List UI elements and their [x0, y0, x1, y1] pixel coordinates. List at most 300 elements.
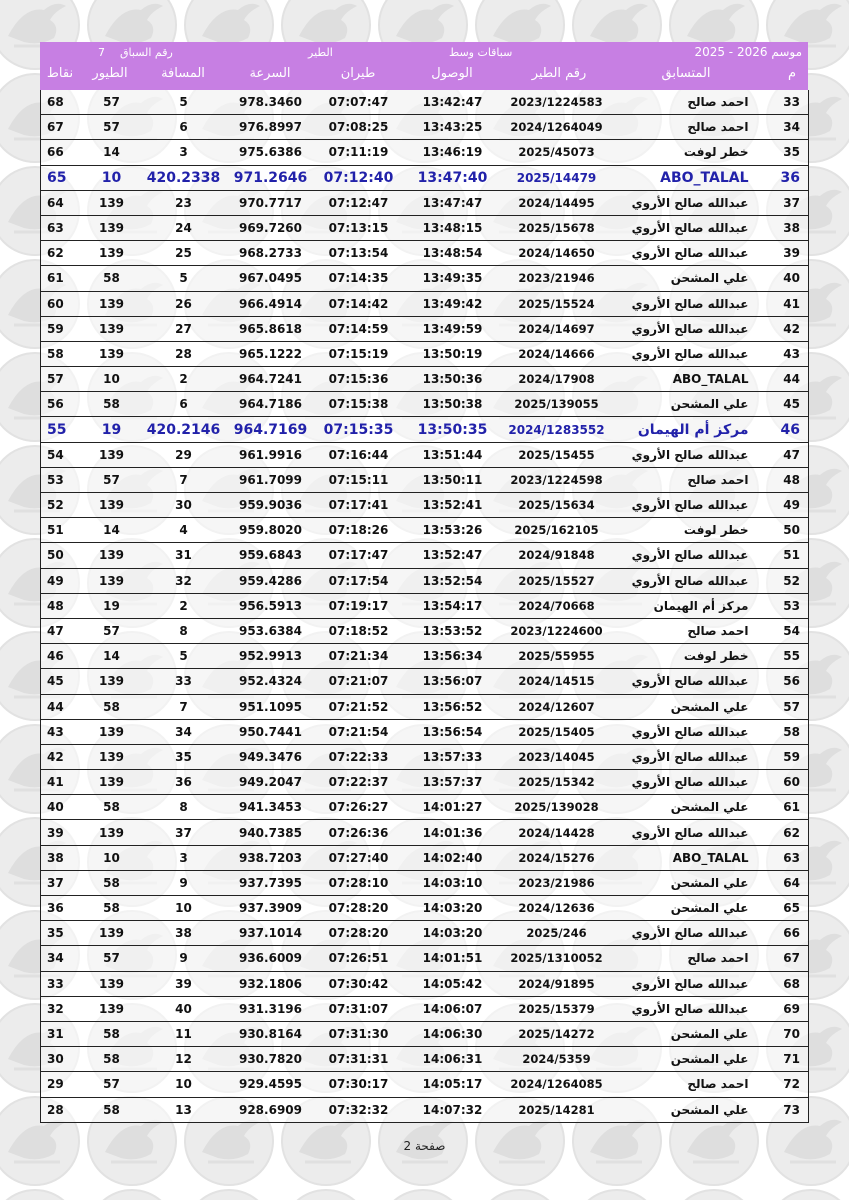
rank-cell: 71 — [763, 1047, 809, 1072]
rank-cell: 36 — [763, 165, 809, 190]
rider-name-cell: مركز أم الهيمان — [611, 593, 763, 618]
points-cell: 35 — [41, 921, 83, 946]
flight-time-cell: 07:15:11 — [315, 467, 403, 492]
birds-cell: 57 — [83, 618, 141, 643]
table-row — [41, 644, 809, 669]
rider-name-cell: ABO_TALAL — [611, 367, 763, 392]
distance-cell: 31 — [141, 543, 227, 568]
flight-time-cell: 07:12:40 — [315, 165, 403, 190]
birds-cell: 10 — [83, 165, 141, 190]
rider-name-cell: عبدالله صالح الأروي — [611, 971, 763, 996]
points-cell: 36 — [41, 896, 83, 921]
arrival-time-cell: 14:06:31 — [403, 1047, 503, 1072]
birds-cell: 57 — [83, 467, 141, 492]
birds-cell: 139 — [83, 190, 141, 215]
table-row — [41, 618, 809, 643]
birds-cell: 139 — [83, 442, 141, 467]
speed-cell: 952.4324 — [227, 669, 315, 694]
birds-cell: 14 — [83, 644, 141, 669]
ring-number-cell: 2025/14479 — [503, 165, 611, 190]
table-row — [41, 241, 809, 266]
ring-number-cell: 2025/15524 — [503, 291, 611, 316]
rank-cell: 38 — [763, 215, 809, 240]
rider-name-cell: علي المشحن — [611, 1021, 763, 1046]
watermark-logo — [378, 1189, 468, 1200]
flight-time-cell: 07:08:25 — [315, 115, 403, 140]
rank-cell: 52 — [763, 568, 809, 593]
ring-number-cell: 2023/1224600 — [503, 618, 611, 643]
flight-time-cell: 07:31:31 — [315, 1047, 403, 1072]
birds-cell: 19 — [83, 593, 141, 618]
points-cell: 68 — [41, 90, 83, 115]
arrival-time-cell: 14:06:30 — [403, 1021, 503, 1046]
rider-name-cell: علي المشحن — [611, 694, 763, 719]
flight-time-cell: 07:22:33 — [315, 744, 403, 769]
bird-label: الطير — [308, 46, 333, 59]
watermark-logo — [669, 1189, 759, 1200]
points-cell: 41 — [41, 770, 83, 795]
speed-cell: 937.1014 — [227, 921, 315, 946]
table-row — [41, 467, 809, 492]
points-cell: 61 — [41, 266, 83, 291]
rider-name-cell: عبدالله صالح الأروي — [611, 744, 763, 769]
speed-cell: 937.3909 — [227, 896, 315, 921]
speed-cell: 936.6009 — [227, 946, 315, 971]
ring-number-cell: 2024/14650 — [503, 241, 611, 266]
table-row — [41, 115, 809, 140]
flight-time-cell: 07:26:27 — [315, 795, 403, 820]
rider-name-cell: عبدالله صالح الأروي — [611, 190, 763, 215]
rider-name-cell: عبدالله صالح الأروي — [611, 996, 763, 1021]
speed-cell: 975.6386 — [227, 140, 315, 165]
col-distance: المسافة — [161, 66, 205, 81]
birds-cell: 58 — [83, 795, 141, 820]
rider-name-cell: عبدالله صالح الأروي — [611, 493, 763, 518]
flight-time-cell: 07:14:59 — [315, 316, 403, 341]
points-cell: 32 — [41, 996, 83, 1021]
table-row — [41, 1072, 809, 1097]
watermark-logo — [475, 1189, 565, 1200]
distance-cell: 27 — [141, 316, 227, 341]
flight-time-cell: 07:27:40 — [315, 845, 403, 870]
distance-cell: 3 — [141, 845, 227, 870]
points-cell: 44 — [41, 694, 83, 719]
points-cell: 31 — [41, 1021, 83, 1046]
table-row — [41, 593, 809, 618]
distance-cell: 37 — [141, 820, 227, 845]
distance-cell: 420.2146 — [141, 417, 227, 442]
rider-name-cell: علي المشحن — [611, 392, 763, 417]
distance-cell: 40 — [141, 996, 227, 1021]
flight-time-cell: 07:26:51 — [315, 946, 403, 971]
rank-cell: 56 — [763, 669, 809, 694]
points-cell: 52 — [41, 493, 83, 518]
arrival-time-cell: 13:48:15 — [403, 215, 503, 240]
points-cell: 53 — [41, 467, 83, 492]
rank-cell: 51 — [763, 543, 809, 568]
points-cell: 57 — [41, 367, 83, 392]
table-row — [41, 90, 809, 115]
birds-cell: 139 — [83, 971, 141, 996]
ring-number-cell: 2025/15527 — [503, 568, 611, 593]
speed-cell: 937.7395 — [227, 870, 315, 895]
ring-number-cell: 2025/1310052 — [503, 946, 611, 971]
ring-number-cell: 2024/5359 — [503, 1047, 611, 1072]
rank-cell: 53 — [763, 593, 809, 618]
ring-number-cell: 2024/1264049 — [503, 115, 611, 140]
flight-time-cell: 07:17:41 — [315, 493, 403, 518]
flight-time-cell: 07:21:52 — [315, 694, 403, 719]
rider-name-cell: علي المشحن — [611, 266, 763, 291]
distance-cell: 4 — [141, 518, 227, 543]
rider-name-cell: علي المشحن — [611, 870, 763, 895]
arrival-time-cell: 13:54:17 — [403, 593, 503, 618]
ring-number-cell: 2025/15405 — [503, 719, 611, 744]
arrival-time-cell: 13:49:42 — [403, 291, 503, 316]
ring-number-cell: 2025/162105 — [503, 518, 611, 543]
ring-number-cell: 2024/14697 — [503, 316, 611, 341]
ring-number-cell: 2025/139028 — [503, 795, 611, 820]
rank-cell: 66 — [763, 921, 809, 946]
distance-cell: 35 — [141, 744, 227, 769]
rank-cell: 59 — [763, 744, 809, 769]
speed-cell: 978.3460 — [227, 90, 315, 115]
arrival-time-cell: 13:53:52 — [403, 618, 503, 643]
arrival-time-cell: 14:03:20 — [403, 921, 503, 946]
speed-cell: 953.6384 — [227, 618, 315, 643]
speed-cell: 959.8020 — [227, 518, 315, 543]
results-table — [40, 90, 809, 1123]
flight-time-cell: 07:28:20 — [315, 921, 403, 946]
table-row — [41, 669, 809, 694]
arrival-time-cell: 13:43:25 — [403, 115, 503, 140]
ring-number-cell: 2024/12636 — [503, 896, 611, 921]
ring-number-cell: 2024/1283552 — [503, 417, 611, 442]
table-row — [41, 518, 809, 543]
table-row — [41, 971, 809, 996]
arrival-time-cell: 14:02:40 — [403, 845, 503, 870]
birds-cell: 139 — [83, 543, 141, 568]
birds-cell: 139 — [83, 215, 141, 240]
table-row — [41, 996, 809, 1021]
rider-name-cell: ABO_TALAL — [611, 845, 763, 870]
rider-name-cell: علي المشحن — [611, 1097, 763, 1122]
rank-cell: 68 — [763, 971, 809, 996]
points-cell: 30 — [41, 1047, 83, 1072]
distance-cell: 3 — [141, 140, 227, 165]
speed-cell: 966.4914 — [227, 291, 315, 316]
flight-time-cell: 07:21:34 — [315, 644, 403, 669]
distance-cell: 8 — [141, 618, 227, 643]
arrival-time-cell: 13:56:52 — [403, 694, 503, 719]
points-cell: 51 — [41, 518, 83, 543]
rider-name-cell: مركز أم الهيمان — [611, 417, 763, 442]
birds-cell: 57 — [83, 115, 141, 140]
points-cell: 54 — [41, 442, 83, 467]
ring-number-cell: 2024/14428 — [503, 820, 611, 845]
distance-cell: 28 — [141, 341, 227, 366]
flight-time-cell: 07:15:36 — [315, 367, 403, 392]
speed-cell: 965.1222 — [227, 341, 315, 366]
rank-cell: 60 — [763, 770, 809, 795]
distance-cell: 7 — [141, 694, 227, 719]
arrival-time-cell: 14:03:10 — [403, 870, 503, 895]
rank-cell: 37 — [763, 190, 809, 215]
table-row — [41, 795, 809, 820]
watermark-logo — [184, 1189, 274, 1200]
distance-cell: 6 — [141, 392, 227, 417]
ring-number-cell: 2024/70668 — [503, 593, 611, 618]
rank-cell: 67 — [763, 946, 809, 971]
rank-cell: 49 — [763, 493, 809, 518]
results-sheet — [40, 42, 808, 1123]
points-cell: 38 — [41, 845, 83, 870]
distance-cell: 7 — [141, 467, 227, 492]
distance-cell: 30 — [141, 493, 227, 518]
rider-name-cell: عبدالله صالح الأروي — [611, 669, 763, 694]
col-flight: طيران — [340, 66, 376, 81]
birds-cell: 58 — [83, 1047, 141, 1072]
arrival-time-cell: 14:05:17 — [403, 1072, 503, 1097]
distance-cell: 2 — [141, 593, 227, 618]
points-cell: 42 — [41, 744, 83, 769]
rider-name-cell: احمد صالح — [611, 90, 763, 115]
watermark-logo — [0, 1189, 80, 1200]
rider-name-cell: علي المشحن — [611, 896, 763, 921]
season-label: موسم — [771, 45, 802, 59]
birds-cell: 139 — [83, 568, 141, 593]
flight-time-cell: 07:17:54 — [315, 568, 403, 593]
arrival-time-cell: 13:52:47 — [403, 543, 503, 568]
ring-number-cell: 2024/91848 — [503, 543, 611, 568]
rank-cell: 58 — [763, 719, 809, 744]
distance-cell: 8 — [141, 795, 227, 820]
points-cell: 45 — [41, 669, 83, 694]
table-row — [41, 694, 809, 719]
birds-cell: 139 — [83, 241, 141, 266]
ring-number-cell: 2025/15379 — [503, 996, 611, 1021]
distance-cell: 2 — [141, 367, 227, 392]
birds-cell: 139 — [83, 744, 141, 769]
ring-number-cell: 2025/246 — [503, 921, 611, 946]
rider-name-cell: عبدالله صالح الأروي — [611, 543, 763, 568]
table-row — [41, 543, 809, 568]
rank-cell: 61 — [763, 795, 809, 820]
arrival-time-cell: 14:07:32 — [403, 1097, 503, 1122]
arrival-time-cell: 13:56:07 — [403, 669, 503, 694]
rank-cell: 42 — [763, 316, 809, 341]
ring-number-cell: 2025/15678 — [503, 215, 611, 240]
ring-number-cell: 2023/21986 — [503, 870, 611, 895]
rank-cell: 40 — [763, 266, 809, 291]
flight-time-cell: 07:32:32 — [315, 1097, 403, 1122]
arrival-time-cell: 13:56:34 — [403, 644, 503, 669]
points-cell: 64 — [41, 190, 83, 215]
rider-name-cell: ABO_TALAL — [611, 165, 763, 190]
table-row — [41, 367, 809, 392]
arrival-time-cell: 13:47:47 — [403, 190, 503, 215]
ring-number-cell: 2024/12607 — [503, 694, 611, 719]
distance-cell: 25 — [141, 241, 227, 266]
arrival-time-cell: 13:49:35 — [403, 266, 503, 291]
points-cell: 40 — [41, 795, 83, 820]
arrival-time-cell: 13:52:54 — [403, 568, 503, 593]
page-footer — [0, 1139, 849, 1153]
rank-cell: 62 — [763, 820, 809, 845]
speed-cell: 964.7241 — [227, 367, 315, 392]
ring-number-cell: 2023/1224598 — [503, 467, 611, 492]
points-cell: 49 — [41, 568, 83, 593]
rank-cell: 33 — [763, 90, 809, 115]
birds-cell: 139 — [83, 719, 141, 744]
arrival-time-cell: 13:50:36 — [403, 367, 503, 392]
flight-time-cell: 07:26:36 — [315, 820, 403, 845]
page-number: صفحة 2 — [403, 1139, 446, 1153]
flight-time-cell: 07:13:15 — [315, 215, 403, 240]
distance-cell: 420.2338 — [141, 165, 227, 190]
ring-number-cell: 2024/1264085 — [503, 1072, 611, 1097]
table-row — [41, 442, 809, 467]
arrival-time-cell: 14:01:51 — [403, 946, 503, 971]
birds-cell: 10 — [83, 367, 141, 392]
rank-cell: 41 — [763, 291, 809, 316]
table-row — [41, 266, 809, 291]
arrival-time-cell: 13:57:33 — [403, 744, 503, 769]
arrival-time-cell: 13:50:38 — [403, 392, 503, 417]
table-row — [41, 845, 809, 870]
race-type: سباقات وسط — [449, 46, 513, 59]
rank-cell: 57 — [763, 694, 809, 719]
flight-time-cell: 07:18:52 — [315, 618, 403, 643]
rider-name-cell: عبدالله صالح الأروي — [611, 316, 763, 341]
table-row — [41, 165, 809, 190]
speed-cell: 965.8618 — [227, 316, 315, 341]
distance-cell: 36 — [141, 770, 227, 795]
rank-cell: 46 — [763, 417, 809, 442]
col-points: نقاط — [46, 66, 74, 81]
table-row — [41, 1097, 809, 1122]
distance-cell: 23 — [141, 190, 227, 215]
speed-cell: 930.8164 — [227, 1021, 315, 1046]
speed-cell: 941.3453 — [227, 795, 315, 820]
rank-cell: 55 — [763, 644, 809, 669]
table-row — [41, 392, 809, 417]
flight-time-cell: 07:19:17 — [315, 593, 403, 618]
table-row — [41, 870, 809, 895]
flight-time-cell: 07:15:38 — [315, 392, 403, 417]
watermark-logo — [766, 1189, 849, 1200]
flight-time-cell: 07:12:47 — [315, 190, 403, 215]
birds-cell: 10 — [83, 845, 141, 870]
table-row — [41, 493, 809, 518]
points-cell: 34 — [41, 946, 83, 971]
points-cell: 39 — [41, 820, 83, 845]
speed-cell: 931.3196 — [227, 996, 315, 1021]
birds-cell: 139 — [83, 770, 141, 795]
table-row — [41, 417, 809, 442]
speed-cell: 949.3476 — [227, 744, 315, 769]
rank-cell: 64 — [763, 870, 809, 895]
distance-cell: 26 — [141, 291, 227, 316]
points-cell: 66 — [41, 140, 83, 165]
points-cell: 50 — [41, 543, 83, 568]
ring-number-cell: 2025/15634 — [503, 493, 611, 518]
rank-cell: 72 — [763, 1072, 809, 1097]
arrival-time-cell: 14:06:07 — [403, 996, 503, 1021]
speed-cell: 929.4595 — [227, 1072, 315, 1097]
distance-cell: 12 — [141, 1047, 227, 1072]
speed-cell: 952.9913 — [227, 644, 315, 669]
speed-cell: 956.5913 — [227, 593, 315, 618]
birds-cell: 58 — [83, 896, 141, 921]
distance-cell: 9 — [141, 946, 227, 971]
table-row — [41, 946, 809, 971]
distance-cell: 9 — [141, 870, 227, 895]
col-arrival: الوصول — [431, 66, 473, 81]
speed-cell: 930.7820 — [227, 1047, 315, 1072]
rider-name-cell: احمد صالح — [611, 115, 763, 140]
table-row — [41, 820, 809, 845]
race-number: 7 — [98, 46, 105, 59]
rank-cell: 50 — [763, 518, 809, 543]
arrival-time-cell: 14:03:20 — [403, 896, 503, 921]
points-cell: 60 — [41, 291, 83, 316]
rank-cell: 70 — [763, 1021, 809, 1046]
rider-name-cell: احمد صالح — [611, 618, 763, 643]
flight-time-cell: 07:22:37 — [315, 770, 403, 795]
speed-cell: 961.9916 — [227, 442, 315, 467]
birds-cell: 57 — [83, 90, 141, 115]
table-row — [41, 140, 809, 165]
col-rider: المتسابق — [661, 66, 711, 81]
distance-cell: 10 — [141, 896, 227, 921]
distance-cell: 5 — [141, 266, 227, 291]
rider-name-cell: علي المشحن — [611, 795, 763, 820]
flight-time-cell: 07:21:54 — [315, 719, 403, 744]
points-cell: 67 — [41, 115, 83, 140]
ring-number-cell: 2024/15276 — [503, 845, 611, 870]
ring-number-cell: 2024/17908 — [503, 367, 611, 392]
flight-time-cell: 07:18:26 — [315, 518, 403, 543]
speed-cell: 928.6909 — [227, 1097, 315, 1122]
birds-cell: 57 — [83, 1072, 141, 1097]
points-cell: 65 — [41, 165, 83, 190]
rider-name-cell: عبدالله صالح الأروي — [611, 215, 763, 240]
rank-cell: 69 — [763, 996, 809, 1021]
rank-cell: 44 — [763, 367, 809, 392]
flight-time-cell: 07:28:10 — [315, 870, 403, 895]
distance-cell: 34 — [141, 719, 227, 744]
points-cell: 48 — [41, 593, 83, 618]
rank-cell: 48 — [763, 467, 809, 492]
flight-time-cell: 07:15:19 — [315, 341, 403, 366]
arrival-time-cell: 13:50:19 — [403, 341, 503, 366]
speed-cell: 964.7169 — [227, 417, 315, 442]
points-cell: 47 — [41, 618, 83, 643]
points-cell: 63 — [41, 215, 83, 240]
ring-number-cell: 2023/21946 — [503, 266, 611, 291]
flight-time-cell: 07:31:07 — [315, 996, 403, 1021]
speed-cell: 932.1806 — [227, 971, 315, 996]
rider-name-cell: خطر لوفت — [611, 644, 763, 669]
birds-cell: 19 — [83, 417, 141, 442]
birds-cell: 58 — [83, 1097, 141, 1122]
ring-number-cell: 2025/55955 — [503, 644, 611, 669]
arrival-time-cell: 13:53:26 — [403, 518, 503, 543]
arrival-time-cell: 13:48:54 — [403, 241, 503, 266]
ring-number-cell: 2023/1224583 — [503, 90, 611, 115]
flight-time-cell: 07:30:42 — [315, 971, 403, 996]
